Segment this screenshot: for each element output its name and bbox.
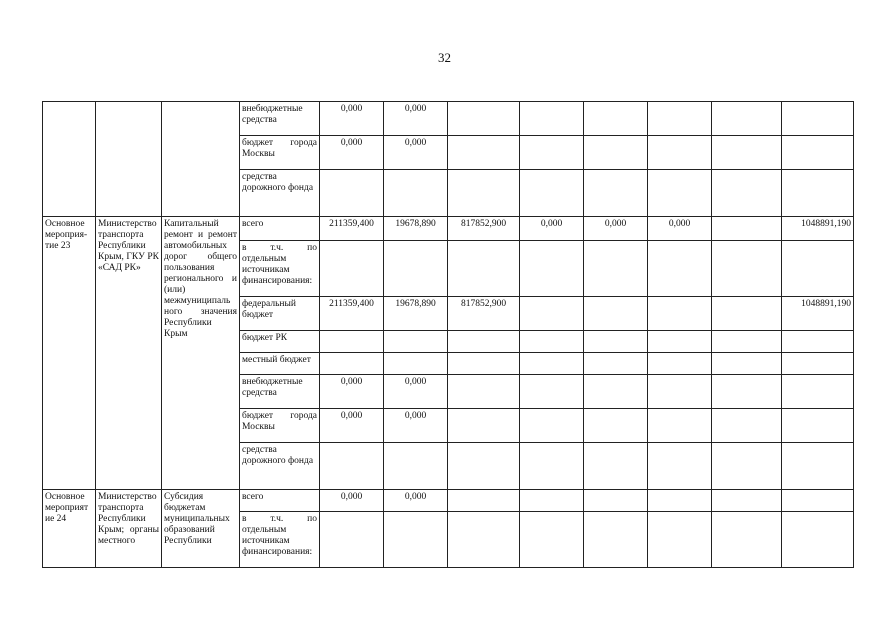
amount-cell	[782, 409, 854, 443]
amount-cell: 0,000	[320, 490, 384, 512]
amount-cell: 1048891,190	[782, 217, 854, 241]
amount-cell: 0,000	[320, 136, 384, 170]
amount-cell	[584, 409, 648, 443]
amount-cell	[520, 353, 584, 375]
funding-source-cell: местный бюджет	[240, 353, 320, 375]
activity-cell: Основное мероприят ие 24	[43, 490, 96, 568]
amount-cell	[584, 331, 648, 353]
amount-cell	[782, 490, 854, 512]
amount-cell: 0,000	[520, 217, 584, 241]
amount-cell	[584, 353, 648, 375]
amount-cell	[520, 331, 584, 353]
amount-cell	[384, 512, 448, 568]
amount-cell: 0,000	[384, 102, 448, 136]
amount-cell	[520, 102, 584, 136]
amount-cell	[448, 102, 520, 136]
measure-name-cell: Субсидия бюджетам муниципальных образований Республики	[162, 490, 240, 568]
amount-cell	[712, 353, 782, 375]
amount-cell	[520, 443, 584, 490]
amount-cell	[712, 297, 782, 331]
amount-cell	[712, 136, 782, 170]
amount-cell	[320, 512, 384, 568]
amount-cell: 1048891,190	[782, 297, 854, 331]
amount-cell	[712, 170, 782, 217]
amount-cell	[448, 241, 520, 297]
amount-cell	[384, 353, 448, 375]
amount-cell	[712, 241, 782, 297]
amount-cell	[584, 241, 648, 297]
amount-cell	[520, 375, 584, 409]
amount-cell	[584, 512, 648, 568]
amount-cell: 0,000	[384, 490, 448, 512]
funding-source-cell: в т.ч. по отдельным источникам финансирования:	[240, 512, 320, 568]
amount-cell	[712, 443, 782, 490]
funding-source-cell: внебюджетные средства	[240, 102, 320, 136]
executor-cell	[96, 102, 162, 217]
amount-cell: 0,000	[320, 409, 384, 443]
amount-cell	[448, 136, 520, 170]
amount-cell	[648, 297, 712, 331]
table-row	[43, 490, 854, 512]
amount-cell	[584, 136, 648, 170]
amount-cell	[520, 512, 584, 568]
amount-cell	[384, 331, 448, 353]
amount-cell	[448, 353, 520, 375]
amount-cell	[448, 331, 520, 353]
amount-cell	[648, 170, 712, 217]
executor-cell: Министерство транспорта Республики Крым; органы местного	[96, 490, 162, 568]
amount-cell	[584, 102, 648, 136]
amount-cell	[448, 409, 520, 443]
table-row	[43, 217, 854, 241]
amount-cell	[584, 443, 648, 490]
amount-cell: 0,000	[648, 217, 712, 241]
funding-source-cell: всего	[240, 217, 320, 241]
amount-cell	[520, 241, 584, 297]
amount-cell	[648, 490, 712, 512]
amount-cell: 19678,890	[384, 217, 448, 241]
amount-cell: 0,000	[384, 136, 448, 170]
amount-cell	[520, 170, 584, 217]
table-body	[43, 102, 854, 568]
amount-cell	[584, 375, 648, 409]
table-row	[43, 102, 854, 136]
funding-source-cell: бюджет города Москвы	[240, 136, 320, 170]
funding-source-cell: федеральный бюджет	[240, 297, 320, 331]
amount-cell	[782, 241, 854, 297]
amount-cell: 0,000	[320, 102, 384, 136]
amount-cell	[648, 512, 712, 568]
amount-cell: 0,000	[584, 217, 648, 241]
amount-cell	[782, 170, 854, 217]
amount-cell	[648, 409, 712, 443]
amount-cell	[584, 490, 648, 512]
amount-cell	[320, 331, 384, 353]
executor-cell: Министерство транспорта Республики Крым, ГКУ РК «САД РК»	[96, 217, 162, 490]
funding-source-cell: бюджет города Москвы	[240, 409, 320, 443]
amount-cell: 817852,900	[448, 297, 520, 331]
amount-cell	[648, 353, 712, 375]
amount-cell	[384, 170, 448, 217]
page-number: 32	[438, 50, 451, 65]
amount-cell	[712, 490, 782, 512]
amount-cell: 0,000	[320, 375, 384, 409]
amount-cell: 0,000	[384, 375, 448, 409]
activity-cell: Основное мероприя-тие 23	[43, 217, 96, 490]
amount-cell	[782, 102, 854, 136]
amount-cell	[648, 443, 712, 490]
amount-cell	[648, 331, 712, 353]
amount-cell	[320, 241, 384, 297]
amount-cell	[782, 331, 854, 353]
amount-cell	[712, 102, 782, 136]
amount-cell: 211359,400	[320, 297, 384, 331]
measure-name-cell	[162, 102, 240, 217]
amount-cell	[712, 409, 782, 443]
amount-cell	[782, 512, 854, 568]
funding-source-cell: в т.ч. по отдельным источникам финансирования:	[240, 241, 320, 297]
measure-name-cell: Капитальный ремонт и ремонт автомобильных дорог общего пользования регионального и (или) межмуниципаль ного значения Республики Крым	[162, 217, 240, 490]
amount-cell	[712, 375, 782, 409]
amount-cell	[712, 217, 782, 241]
amount-cell	[782, 136, 854, 170]
amount-cell	[520, 409, 584, 443]
amount-cell	[648, 102, 712, 136]
amount-cell: 0,000	[384, 409, 448, 443]
amount-cell	[320, 170, 384, 217]
amount-cell	[384, 241, 448, 297]
amount-cell	[448, 443, 520, 490]
amount-cell	[712, 331, 782, 353]
amount-cell	[520, 490, 584, 512]
amount-cell: 817852,900	[448, 217, 520, 241]
amount-cell	[448, 170, 520, 217]
amount-cell: 19678,890	[384, 297, 448, 331]
amount-cell	[384, 443, 448, 490]
funding-source-cell: средства дорожного фонда	[240, 170, 320, 217]
amount-cell	[584, 297, 648, 331]
amount-cell	[584, 170, 648, 217]
amount-cell	[320, 443, 384, 490]
amount-cell	[320, 353, 384, 375]
amount-cell	[448, 512, 520, 568]
amount-cell	[648, 136, 712, 170]
amount-cell	[520, 297, 584, 331]
amount-cell: 211359,400	[320, 217, 384, 241]
amount-cell	[782, 375, 854, 409]
activity-cell	[43, 102, 96, 217]
funding-source-cell: бюджет РК	[240, 331, 320, 353]
amount-cell	[712, 512, 782, 568]
amount-cell	[648, 241, 712, 297]
amount-cell	[782, 353, 854, 375]
funding-source-cell: всего	[240, 490, 320, 512]
funding-source-cell: средства дорожного фонда	[240, 443, 320, 490]
amount-cell	[520, 136, 584, 170]
financing-table	[42, 101, 854, 568]
funding-source-cell: внебюджетные средства	[240, 375, 320, 409]
amount-cell	[448, 375, 520, 409]
amount-cell	[782, 443, 854, 490]
amount-cell	[448, 490, 520, 512]
amount-cell	[648, 375, 712, 409]
